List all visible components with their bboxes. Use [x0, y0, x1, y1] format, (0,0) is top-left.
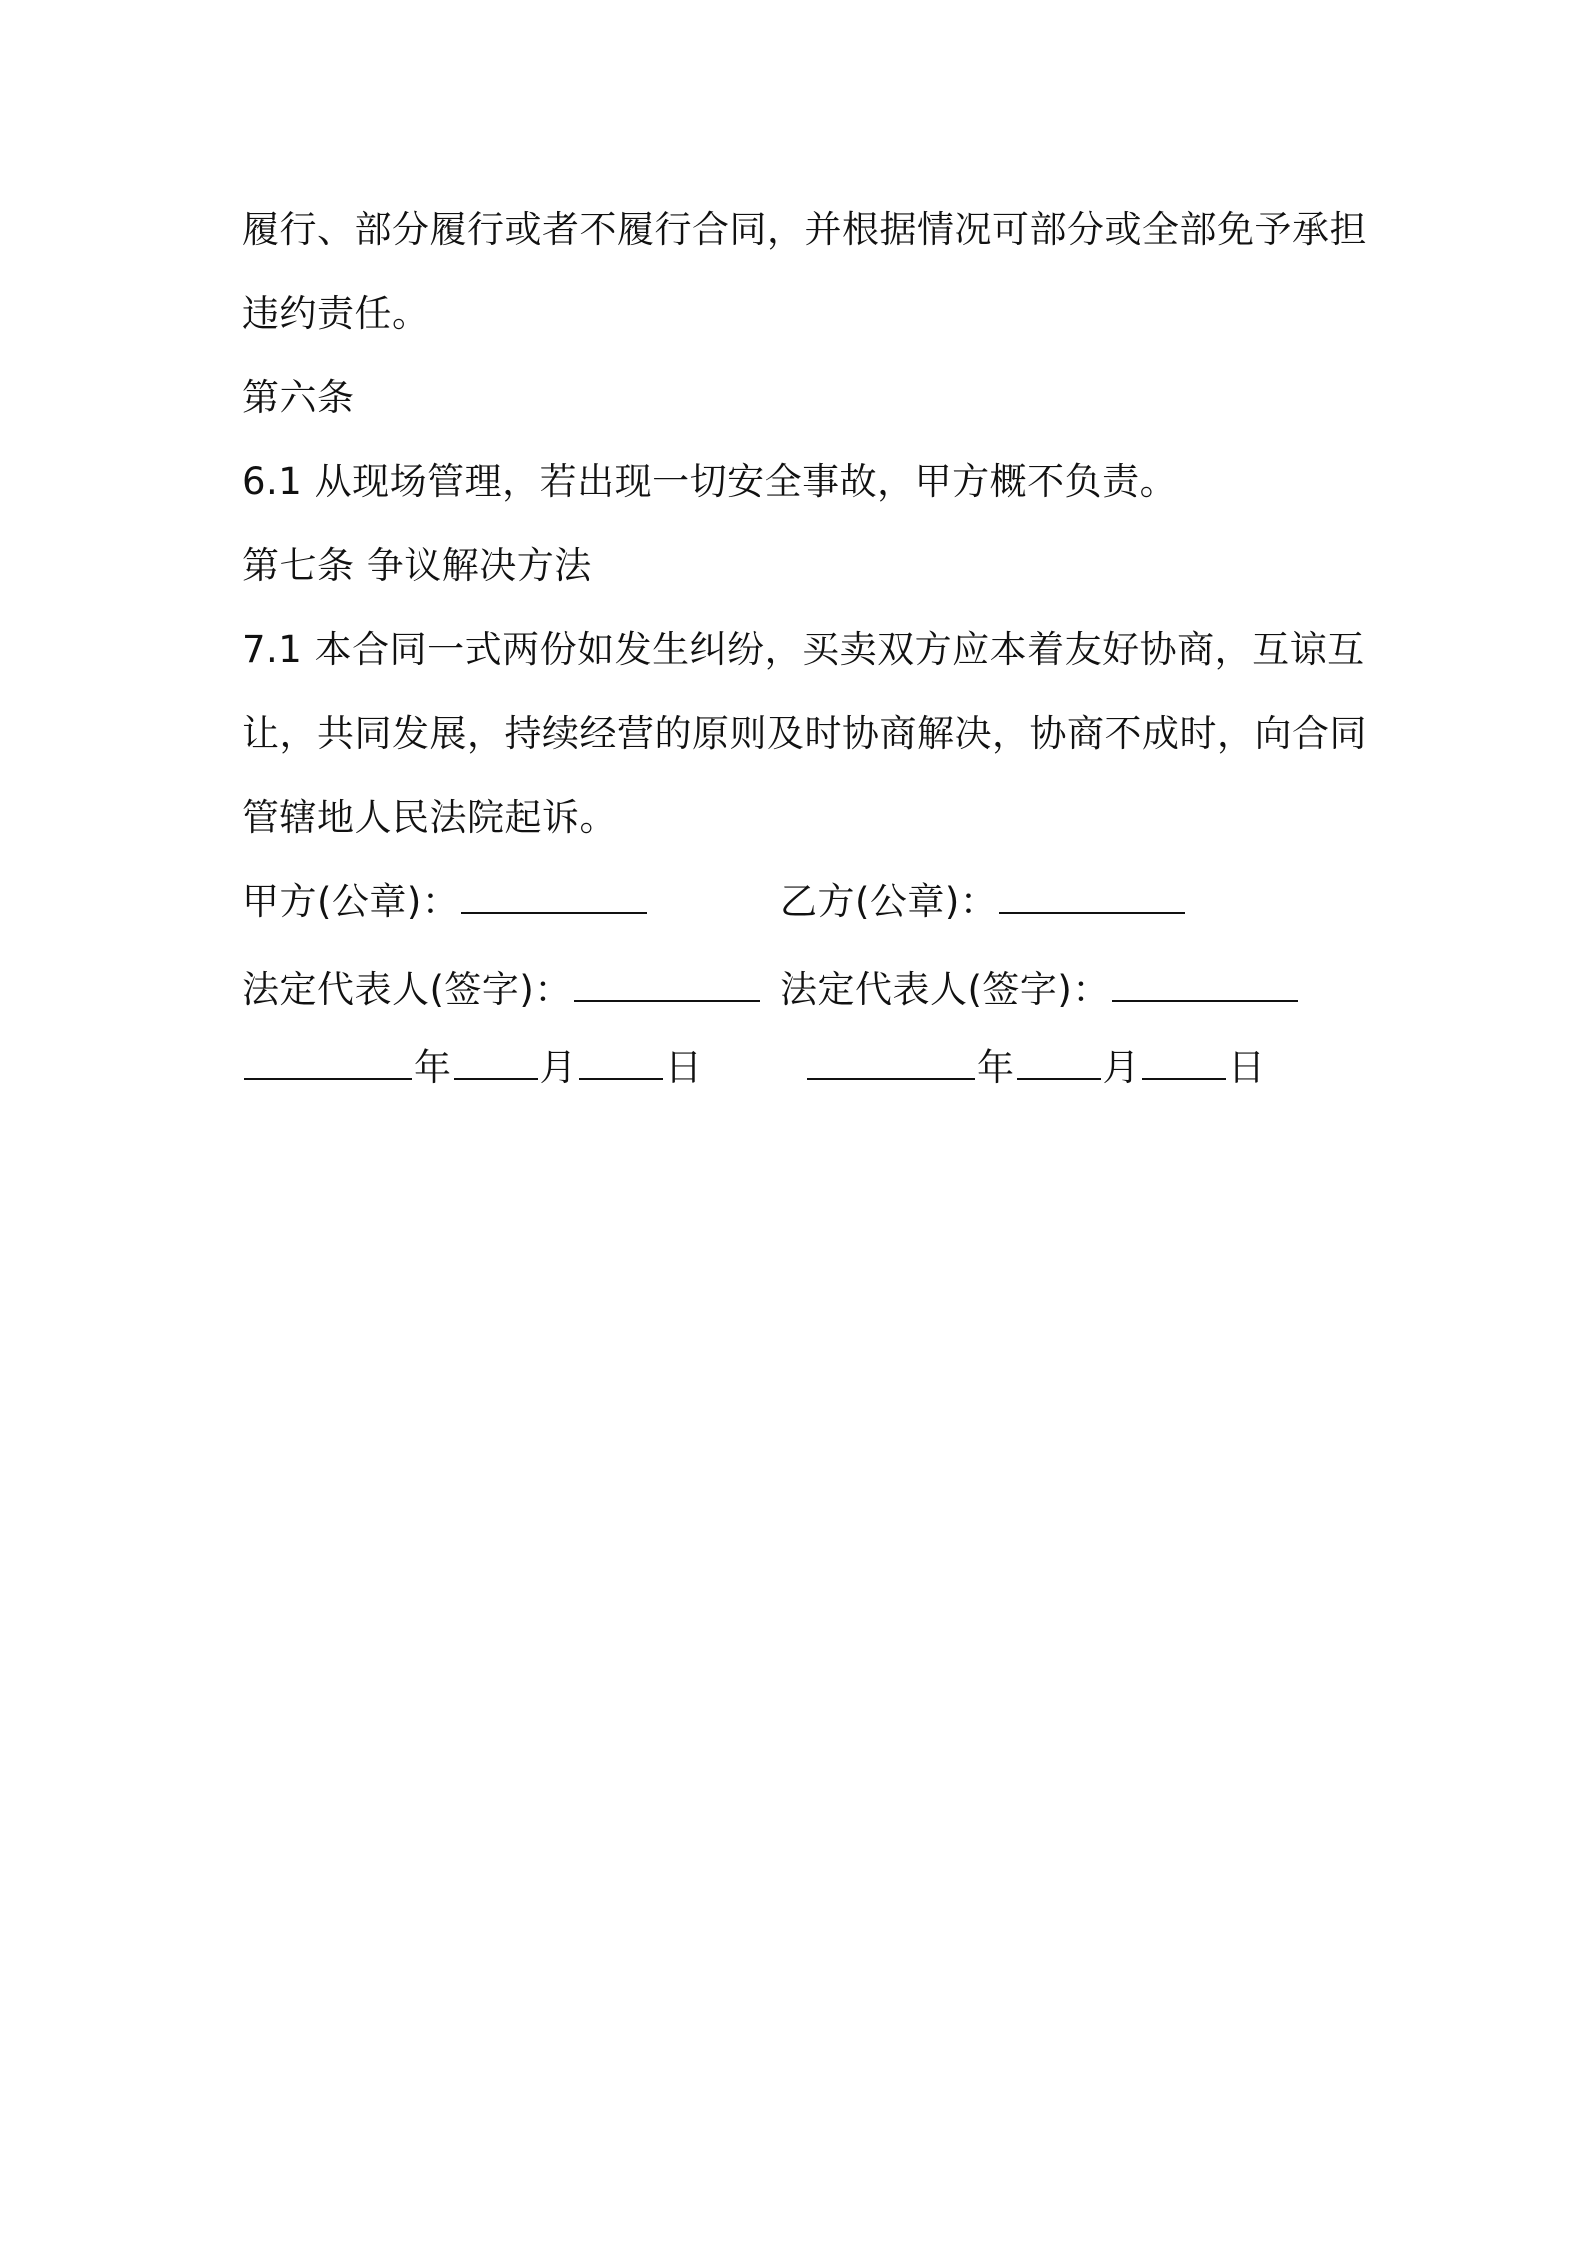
paragraph-line-1: 履行、部分履行或者不履行合同，并根据情况可部分或全部免予承担: [242, 208, 1367, 251]
date-a-year-blank[interactable]: [244, 1048, 412, 1080]
date-line-a: [242, 1044, 703, 1092]
date-a-year-label: 年: [414, 1046, 452, 1089]
date-b-day-label: 日: [1228, 1046, 1266, 1089]
legal-rep-a-blank[interactable]: [574, 970, 760, 1002]
party-a-seal-blank[interactable]: [461, 882, 647, 914]
party-b-seal-blank[interactable]: [999, 882, 1185, 914]
party-b-seal-line: [780, 878, 1187, 926]
legal-rep-a-label: 法定代表人(签字)：: [242, 968, 572, 1011]
date-a-month-label: 月: [539, 1046, 577, 1089]
article-6-title: 第六条: [242, 376, 355, 419]
clause-7-1-line-2: 让，共同发展，持续经营的原则及时协商解决，协商不成时，向合同: [242, 712, 1367, 755]
clause-7-1-line-1: 7.1 本合同一式两份如发生纠纷，买卖双方应本着友好协商，互谅互: [242, 628, 1365, 671]
date-b-year-label: 年: [977, 1046, 1015, 1089]
party-a-seal-label: 甲方(公章)：: [242, 880, 460, 923]
paragraph-line-2: 违约责任。: [242, 292, 430, 335]
legal-rep-b-blank[interactable]: [1112, 970, 1298, 1002]
date-b-day-blank[interactable]: [1142, 1048, 1226, 1080]
date-b-month-label: 月: [1102, 1046, 1140, 1089]
clause-6-1: 6.1 从现场管理，若出现一切安全事故，甲方概不负责。: [242, 460, 1178, 503]
date-line-b: [805, 1044, 1266, 1092]
article-7-title: 第七条 争议解决方法: [242, 544, 592, 587]
date-a-day-label: 日: [665, 1046, 703, 1089]
legal-rep-a-line: [242, 966, 762, 1014]
party-a-seal-line: [242, 878, 649, 926]
clause-7-1-line-3: 管辖地人民法院起诉。: [242, 796, 617, 839]
date-b-month-blank[interactable]: [1017, 1048, 1101, 1080]
party-b-seal-label: 乙方(公章)：: [780, 880, 998, 923]
date-a-month-blank[interactable]: [454, 1048, 538, 1080]
legal-rep-b-line: [780, 966, 1300, 1014]
date-b-year-blank[interactable]: [807, 1048, 975, 1080]
date-a-day-blank[interactable]: [579, 1048, 663, 1080]
legal-rep-b-label: 法定代表人(签字)：: [780, 968, 1110, 1011]
